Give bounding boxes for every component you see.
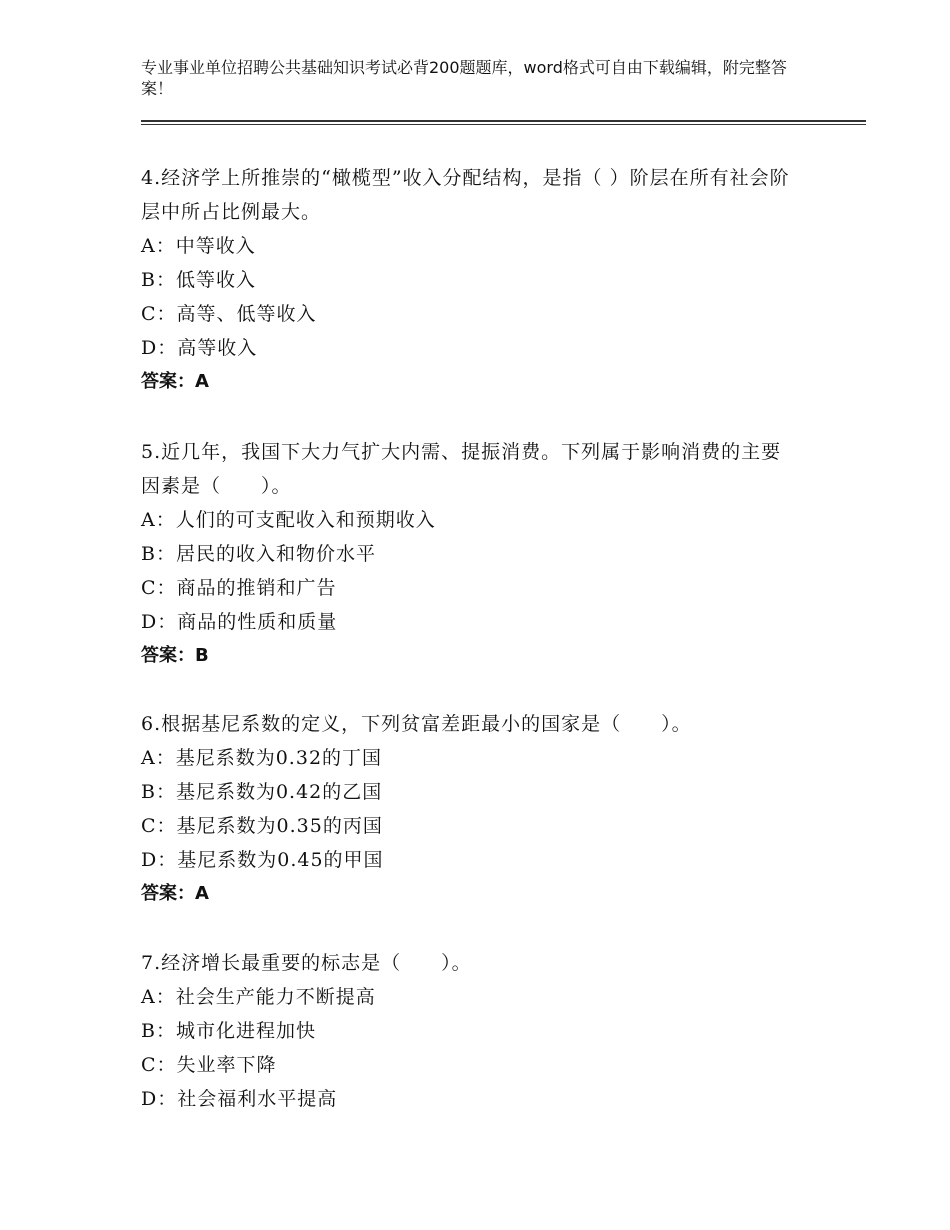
answer-label: 答案：A: [141, 883, 209, 904]
option-a: A：社会生产能力不断提高: [141, 986, 376, 1008]
question-text: 7.经济增长最重要的标志是（ ）。: [141, 952, 472, 974]
option-c: C：商品的推销和广告: [141, 577, 337, 599]
option-a: A：中等收入: [141, 235, 256, 257]
question-text: 4.经济学上所推崇的“橄榄型”收入分配结构，是指（ ）阶层在所有社会阶层中所占比例最大。: [141, 167, 790, 223]
option-b: B：居民的收入和物价水平: [141, 543, 376, 565]
question-text: 6.根据基尼系数的定义，下列贫富差距最小的国家是（ ）。: [141, 713, 692, 735]
header-divider-thin: [141, 124, 866, 125]
option-c: C：基尼系数为0.35的丙国: [141, 815, 383, 837]
answer-label: 答案：A: [141, 371, 209, 392]
option-c: C：高等、低等收入: [141, 303, 317, 325]
question-5: [141, 435, 801, 673]
question-6: [141, 707, 801, 911]
document-header: 专业事业单位招聘公共基础知识考试必背200题题库，word格式可自由下载编辑，附完整答案！: [141, 58, 787, 98]
question-text: 5.近几年，我国下大力气扩大内需、提振消费。下列属于影响消费的主要因素是（ ）。: [141, 441, 782, 497]
option-d: D：社会福利水平提高: [141, 1088, 338, 1110]
option-d: D：商品的性质和质量: [141, 611, 338, 633]
option-a: A：基尼系数为0.32的丁国: [141, 747, 383, 769]
option-b: B：城市化进程加快: [141, 1020, 316, 1042]
question-7: [141, 946, 801, 1116]
option-b: B：低等收入: [141, 269, 256, 291]
option-d: D：基尼系数为0.45的甲国: [141, 849, 384, 871]
option-d: D：高等收入: [141, 337, 258, 359]
option-c: C：失业率下降: [141, 1054, 277, 1076]
option-b: B：基尼系数为0.42的乙国: [141, 781, 383, 803]
header-divider: [141, 120, 866, 122]
answer-label: 答案：B: [141, 645, 209, 666]
option-a: A：人们的可支配收入和预期收入: [141, 509, 436, 531]
question-4: [141, 161, 801, 399]
